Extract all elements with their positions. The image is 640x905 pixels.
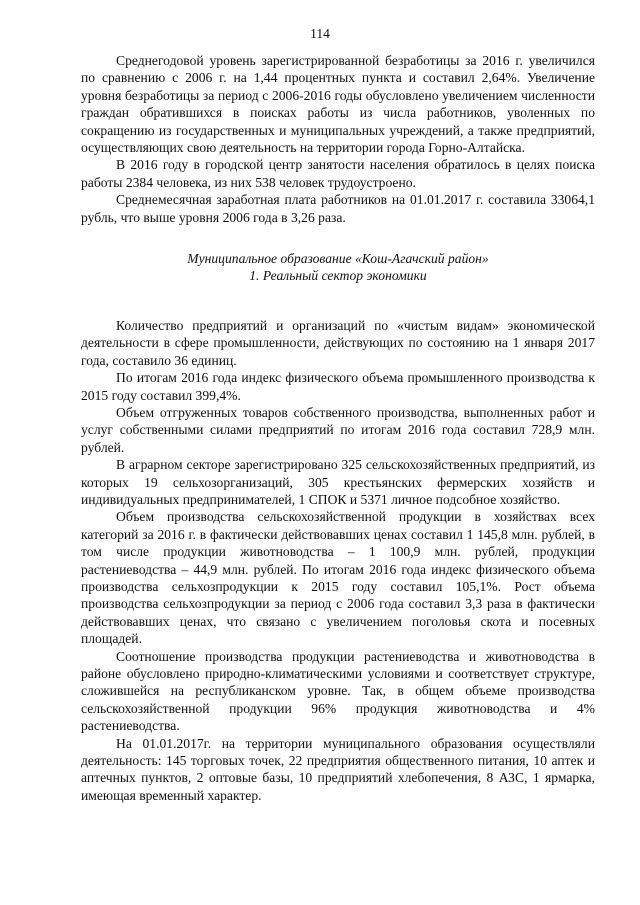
- paragraph-agrarian-sector: В аграрном секторе зарегистрировано 325 сельскохозяйственных предприятий, из которых 19 сельхозорганизаций, 305 крестьянских фермерских хозяйств и индивидуальных предпринимателей, 1 СПОК и 5371 личное подсобное хозяйство.: [81, 457, 595, 507]
- page-number: 114: [310, 26, 330, 41]
- paragraph-unemployment-rate: Среднегодовой уровень зарегистрированной безработицы за 2016 г. увеличился по сравнению с 2006 г. на 1,44 процентных пункта и составил 2,64%. Увеличение уровня безработицы за период с 2006-2016 годы обусловлено увеличением численности граждан обратившихся в поисках работы из числа работников, уволенных по сокращению из государственных и муниципальных учреждений, а также предприятий, осуществляющих свою деятельность на территории города Горно-Алтайска.: [81, 53, 595, 156]
- paragraph-agricultural-production: Объем производства сельскохозяйственной продукции в хозяйствах всех категорий за 2016 г. в фактически действовавших ценах составил 1 145,8 млн. рублей, в том числе продукции животноводства – 1 100,9 млн. рублей, продукции растениеводства – 44,9 млн. рублей. По итогам 2016 года индекс физического объема производства сельхозпродукции к 2015 году составил 105,1%. Рост объема производства сельхозпродукции за период с 2006 года составил 3,3 раза в фактически действовавших ценах, что связано с увеличением поголовья скота и посевных площадей.: [81, 509, 595, 647]
- paragraph-average-salary: Среднемесячная заработная плата работников на 01.01.2017 г. составила 33064,1 рубль, что выше уровня 2006 года в 3,26 раза.: [81, 192, 595, 225]
- section-title: Муниципальное образование «Кош-Агачский район»: [187, 251, 489, 267]
- section-heading: [81, 250, 595, 285]
- page-content: [81, 52, 595, 804]
- paragraph-shipped-goods: Объем отгруженных товаров собственного производства, выполненных работ и услуг собственными силами предприятий по итогам 2016 года составил 728,9 млн. рублей.: [81, 404, 595, 455]
- paragraph-production-ratio: Соотношение производства продукции растениеводства и животноводства в районе обусловлено природно-климатическими условиями и соответствует структуре, сложившейся на республиканском уровне. Так, в общем объеме производства сельскохозяйственной продукции 96% продукция животноводства и 4% растениеводства.: [81, 648, 595, 734]
- paragraph-trade-points: На 01.01.2017г. на территории муниципального образования осуществляли деятельность: 145 торговых точек, 22 предприятия общественного питания, 10 аптек и аптечных пунктов, 2 оптовые базы, 10 предприятий хлебопечения, 8 АЗС, 1 ярмарка, имеющая временный характер.: [81, 735, 595, 803]
- paragraph-industrial-index: По итогам 2016 года индекс физического объема промышленного производства к 2015 году составил 399,4%.: [81, 370, 595, 403]
- paragraph-employment-center: В 2016 году в городской центр занятости населения обратилось в целях поиска работы 2384 человека, из них 538 человек трудоустроено.: [81, 157, 595, 190]
- paragraph-enterprises-count: Количество предприятий и организаций по «чистым видам» экономической деятельности в сфере промышленности, действующих по состоянию на 1 января 2017 года, составило 36 единиц.: [81, 317, 595, 368]
- section-subtitle: 1. Реальный сектор экономики: [249, 268, 427, 284]
